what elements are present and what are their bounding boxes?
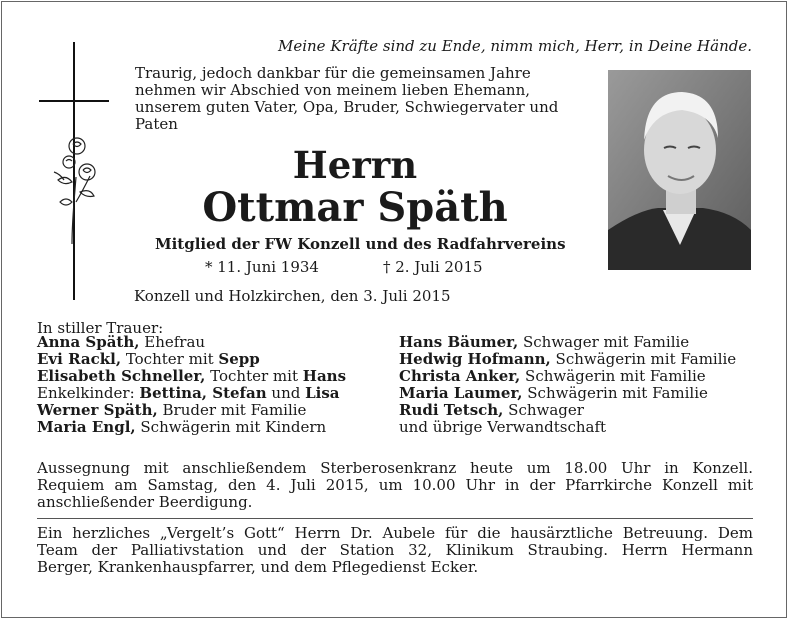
mourner-row bbox=[399, 368, 736, 385]
mourner-row bbox=[399, 351, 736, 368]
mourner-relation: Tochter mit bbox=[121, 350, 219, 368]
intro-line: nehmen wir Abschied von meinem lieben Ehemann, bbox=[135, 81, 531, 99]
mourner-relation: Ehefrau bbox=[139, 333, 206, 351]
mourner-row bbox=[399, 334, 736, 351]
mourner-name: Anna Späth, bbox=[37, 333, 140, 351]
thanks-line: Team der Palliativstation und der Station 32, Klinikum Straubing. Herrn Hermann bbox=[37, 541, 753, 559]
thanks-line: Berger, Krankenhauspfarrer, und dem Pflegedienst Ecker. bbox=[37, 558, 479, 576]
intro-text bbox=[135, 65, 585, 133]
mourner-name: Sepp bbox=[218, 350, 260, 368]
mourner-name: Rudi Tetsch, bbox=[399, 401, 504, 419]
mourner-name: Christa Anker, bbox=[399, 367, 521, 385]
mourner-row bbox=[37, 402, 346, 419]
mourner-relation: Schwager mit Familie bbox=[518, 333, 690, 351]
mourner-name: Hedwig Hofmann, bbox=[399, 350, 551, 368]
birth-date: * 11. Juni 1934 bbox=[205, 258, 319, 276]
mourner-name: Hans Bäumer, bbox=[399, 333, 519, 351]
mourner-row bbox=[37, 419, 346, 436]
mourner-relation: Schwägerin mit Familie bbox=[522, 384, 708, 402]
mourner-name: Bettina, Stefan bbox=[139, 384, 267, 402]
mourner-name: Evi Rackl, bbox=[37, 350, 122, 368]
mourner-relation: Tochter mit bbox=[205, 367, 303, 385]
portrait-photo bbox=[608, 70, 751, 270]
intro-line: Paten bbox=[135, 115, 178, 133]
mourner-row bbox=[399, 419, 736, 436]
mourner-name: Hans bbox=[302, 367, 347, 385]
intro-line: unserem guten Vater, Opa, Bruder, Schwiegervater und bbox=[135, 98, 559, 116]
death-date: † 2. Juli 2015 bbox=[383, 258, 483, 276]
membership: Mitglied der FW Konzell und des Radfahrvereins bbox=[155, 235, 566, 253]
mourner-row bbox=[37, 368, 346, 385]
cross-bar bbox=[39, 100, 109, 102]
mourner-relation: Bruder mit Familie bbox=[157, 401, 307, 419]
mourner-relation: Schwägerin mit Kindern bbox=[135, 418, 327, 436]
mourner-relation: und bbox=[266, 384, 306, 402]
funeral-info bbox=[37, 460, 753, 511]
mourner-relation: Schwager bbox=[503, 401, 584, 419]
mourners-left bbox=[37, 334, 346, 436]
mourners-heading: In stiller Trauer: bbox=[37, 319, 164, 337]
mourner-row bbox=[399, 385, 736, 402]
thanks-line: Ein herzliches „Vergelt’s Gott“ Herrn Dr. Aubele für die hausärztliche Betreuung. Dem bbox=[37, 524, 753, 542]
mourner-name: Elisabeth Schneller, bbox=[37, 367, 206, 385]
mourner-relation: Schwägerin mit Familie bbox=[520, 367, 706, 385]
mourner-row bbox=[37, 385, 346, 402]
mourner-name: Lisa bbox=[305, 384, 340, 402]
deceased-name: Ottmar Späth bbox=[202, 184, 508, 231]
mourner-name: Maria Engl, bbox=[37, 418, 136, 436]
mourner-relation: Schwägerin mit Familie bbox=[550, 350, 737, 368]
mourner-row bbox=[37, 351, 346, 368]
funeral-line: Aussegnung mit anschließendem Sterberosenkranz heute um 18.00 Uhr in Konzell. bbox=[37, 459, 753, 477]
honorific: Herrn bbox=[292, 143, 418, 187]
mourner-relation: Enkelkinder: bbox=[37, 384, 140, 402]
divider bbox=[37, 518, 753, 519]
funeral-line: Requiem am Samstag, den 4. Juli 2015, um 10.00 Uhr in der Pfarrkirche Konzell mit bbox=[37, 476, 753, 494]
mourner-relation: und übrige Verwandtschaft bbox=[399, 418, 607, 436]
thanks-text bbox=[37, 525, 753, 576]
mourners-right bbox=[399, 334, 736, 436]
place-date: Konzell und Holzkirchen, den 3. Juli 2015 bbox=[134, 287, 451, 305]
mourner-name: Maria Laumer, bbox=[399, 384, 523, 402]
motto: Meine Kräfte sind zu Ende, nimm mich, Herr, in Deine Hände. bbox=[277, 37, 752, 55]
mourner-name: Werner Späth, bbox=[37, 401, 158, 419]
mourner-row bbox=[37, 334, 346, 351]
intro-line: Traurig, jedoch dankbar für die gemeinsamen Jahre bbox=[135, 64, 531, 82]
mourner-row bbox=[399, 402, 736, 419]
roses-icon bbox=[50, 132, 104, 244]
funeral-line: anschließender Beerdigung. bbox=[37, 493, 253, 511]
